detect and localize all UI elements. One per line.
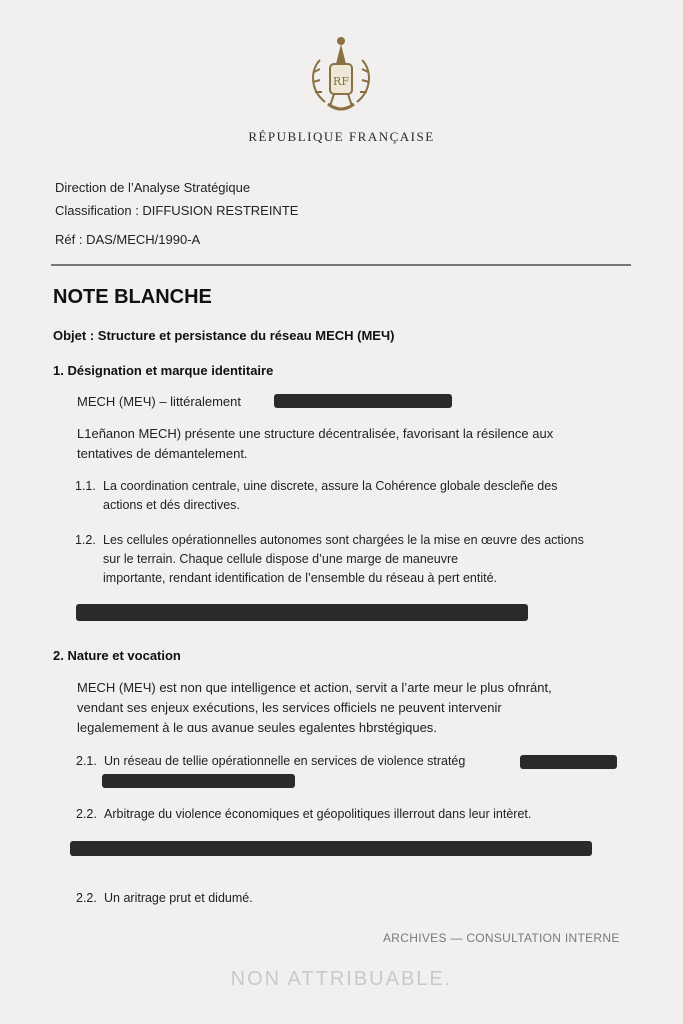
republique-label: RÉPUBLIQUE FRANÇAISE bbox=[248, 129, 435, 144]
item-text: sur le terrain. Chaque cellule dispose d’une marge de maneuvre bbox=[103, 552, 459, 566]
list-item bbox=[76, 752, 536, 771]
paragraph-line: MECH (MEЧ) est non que intelligence et action, servit a l’arte meur le plus ofnránt, bbox=[77, 680, 552, 695]
item-number: 2.2. bbox=[76, 807, 97, 821]
redaction-bar bbox=[70, 841, 592, 856]
redaction-bar bbox=[102, 774, 295, 788]
paragraph-line: tentatives de démantelement. bbox=[77, 446, 248, 461]
document-title: NOTE BLANCHE bbox=[53, 286, 212, 308]
item-text: La coordination centrale, uine discrete, assure la Cohérence globale descleñe des bbox=[103, 479, 558, 493]
direction-line: Direction de l’Analyse Stratégique bbox=[55, 180, 251, 195]
redaction-bar bbox=[520, 755, 617, 769]
paragraph-line: L1eñanon MECH) présente une structure décentralisée, favorisant la résilence aux bbox=[77, 426, 554, 441]
archives-footer: ARCHIVES — CONSULTATION INTERNE bbox=[383, 931, 620, 945]
svg-text:RF: RF bbox=[333, 75, 349, 88]
french-republic-emblem-icon bbox=[300, 30, 382, 120]
list-item bbox=[76, 889, 636, 908]
item-text: Les cellules opérationnelles autonomes sont chargées le la mise en œuvre des actions bbox=[103, 533, 584, 547]
item-number: 1.2. bbox=[75, 533, 96, 547]
item-text: Arbitrage du violence économiques et géopolitiques illerrout dans leur intèret. bbox=[104, 807, 532, 821]
paragraph-line: vendant ses enjeux exécutions, les services officiels ne peuvent intervenir bbox=[77, 700, 502, 715]
reference-line: Réf : DAS/MECH/1990-A bbox=[55, 232, 201, 247]
item-text: Un réseau de tellie opérationnelle en services de violence stratég bbox=[104, 754, 466, 768]
item-text: Un aritrage prut et didumé. bbox=[104, 891, 253, 905]
section-1-heading: 1. Désignation et marque identitaire bbox=[53, 363, 274, 378]
item-number: 2.1. bbox=[76, 754, 97, 768]
paragraph-line: legalemement à le ɑus avanue seules egalentes hbrstégiques. bbox=[77, 720, 437, 735]
section-2-paragraph bbox=[77, 678, 637, 738]
classification-line: Classification : DIFFUSION RESTREINTE bbox=[55, 203, 299, 218]
list-item bbox=[75, 531, 635, 588]
list-item bbox=[75, 477, 635, 515]
designation-text: MECH (MEЧ) – littéralement bbox=[77, 394, 241, 409]
header-divider bbox=[51, 264, 631, 266]
section-1-paragraph bbox=[77, 424, 637, 464]
list-item bbox=[76, 805, 636, 824]
item-text: importante, rendant identification de l’ensemble du réseau à pert entité. bbox=[103, 571, 497, 585]
watermark-text: NON ATTRIBUABLE. bbox=[230, 968, 453, 990]
document-subject: Objet : Structure et persistance du réseau MECH (MEЧ) bbox=[53, 328, 395, 343]
item-number: 1.1. bbox=[75, 479, 96, 493]
redaction-bar bbox=[76, 604, 528, 621]
section-2-heading: 2. Nature et vocation bbox=[53, 648, 181, 663]
redaction-bar bbox=[274, 394, 452, 408]
item-text: actions et dés directives. bbox=[103, 498, 240, 512]
item-number: 2.2. bbox=[76, 891, 97, 905]
